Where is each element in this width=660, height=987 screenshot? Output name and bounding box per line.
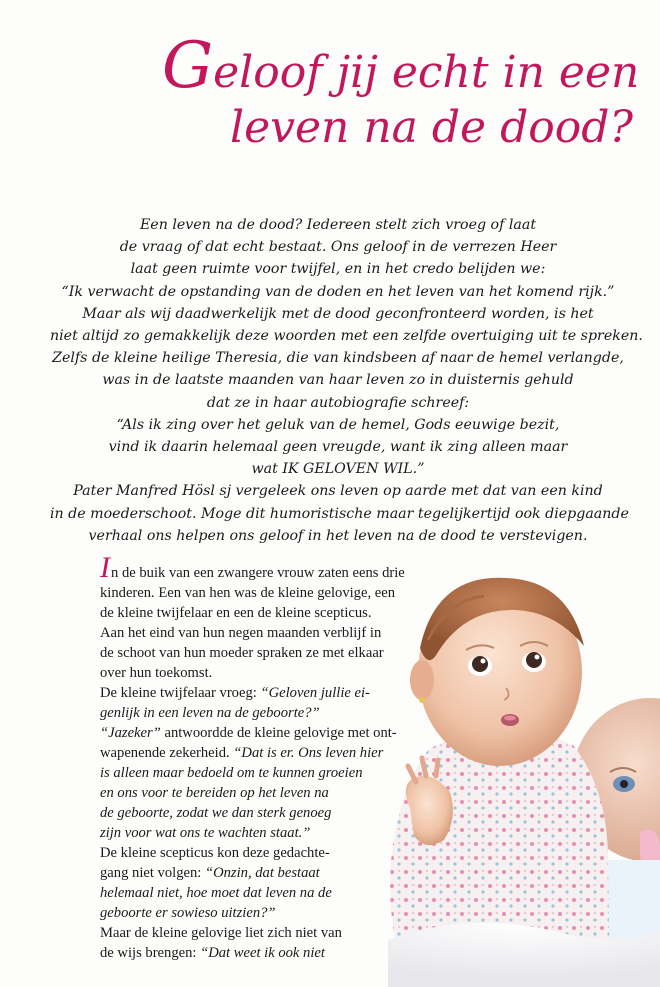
intro-line: laat geen ruimte voor twijfel, en in het credo belijden we: — [130, 261, 546, 278]
earring — [419, 697, 425, 703]
story-line: De kleine twijfelaar vroeg: “Geloven jullie ei- — [100, 685, 370, 701]
story-line: geboorte er sowieso uitzien?” — [100, 905, 276, 921]
story-line: genlijk in een leven na de geboorte?” — [100, 705, 320, 721]
intro-line: “Ik verwacht de opstanding van de doden en het leven van het komend rijk.” — [61, 283, 615, 300]
story-line: wapenende zekerheid. “Dat is er. Ons leven hier — [100, 745, 384, 761]
story-line: over hun toekomst. — [100, 665, 213, 681]
story-text — [100, 551, 405, 963]
story-line: Aan het eind van hun negen maanden verblijf in — [100, 625, 382, 641]
intro-line: verhaal ons helpen ons geloof in het leven na de dood te verstevigen. — [88, 527, 588, 544]
story-line: is alleen maar bedoeld om te kunnen groeien — [100, 765, 363, 781]
intro-line: Pater Manfred Hösl sj vergeleek ons leven op aarde met dat van een kind — [73, 483, 603, 500]
babies-photo — [388, 560, 660, 987]
intro-line: Een leven na de dood? Iedereen stelt zich vroeg of laat — [139, 217, 537, 233]
story-line: de schoot van hun moeder spraken ze met elkaar — [100, 645, 384, 661]
intro-line: Zelfs de kleine heilige Theresia, die van kindsbeen af naar de hemel verlangde, — [52, 350, 624, 367]
intro-line: dat ze in haar autobiografie schreef: — [206, 394, 470, 411]
intro-line: Maar als wij daadwerkelijk met de dood geconfronteerd worden, is het — [82, 305, 594, 322]
intro-line: vind ik daarin helemaal geen vreugde, want ik zing alleen maar — [108, 439, 568, 456]
story-line: In de buik van een zwangere vrouw zaten eens drie — [100, 551, 405, 584]
story-line: De kleine scepticus kon deze gedachte- — [100, 845, 330, 861]
story-line: Maar de kleine gelovige liet zich niet van — [100, 925, 342, 941]
title-initial: G — [162, 29, 214, 103]
title-line-1 — [162, 29, 640, 103]
title-line-1-text: eloof jij echt in een — [213, 47, 640, 98]
title-line-2: leven na de dood? — [230, 102, 633, 153]
story-line: “Jazeker” antwoordde de kleine gelovige met ont- — [100, 725, 397, 741]
story-line: zijn voor wat ons te wachten staat.” — [100, 825, 311, 841]
story-line: kinderen. Een van hen was de kleine gelovige, een — [100, 585, 396, 601]
intro-line: de vraag of dat echt bestaat. Ons geloof in de verrezen Heer — [119, 239, 557, 256]
baby-ear — [410, 660, 434, 700]
intro-line: wat IK GELOVEN WIL.” — [251, 461, 425, 478]
intro-line: in de moederschoot. Moge dit humoristische maar tegelijkertijd ook diepgaande — [50, 505, 629, 522]
story-line: de geboorte, zodat we dan sterk genoeg — [100, 805, 332, 821]
story-line: helemaal niet, hoe moet dat leven na de — [100, 885, 332, 901]
intro-paragraph — [50, 214, 643, 547]
intro-line: “Als ik zing over het geluk van de hemel, Gods eeuwige bezit, — [116, 416, 560, 433]
drop-cap: I — [100, 551, 110, 584]
intro-line: niet altijd zo gemakkelijk deze woorden met een zelfde overtuiging uit te spreken. — [50, 328, 643, 345]
story-line: gang niet volgen: “Onzin, dat bestaat — [100, 865, 320, 881]
story-line: de kleine twijfelaar en een de kleine scepticus. — [100, 605, 372, 621]
story-line: en ons voor te bereiden op het leven na — [100, 785, 329, 801]
story-line: de wijs brengen: “Dat weet ik ook niet — [100, 945, 325, 961]
intro-line: was in de laatste maanden van haar leven zo in duisternis gehuld — [102, 372, 574, 389]
